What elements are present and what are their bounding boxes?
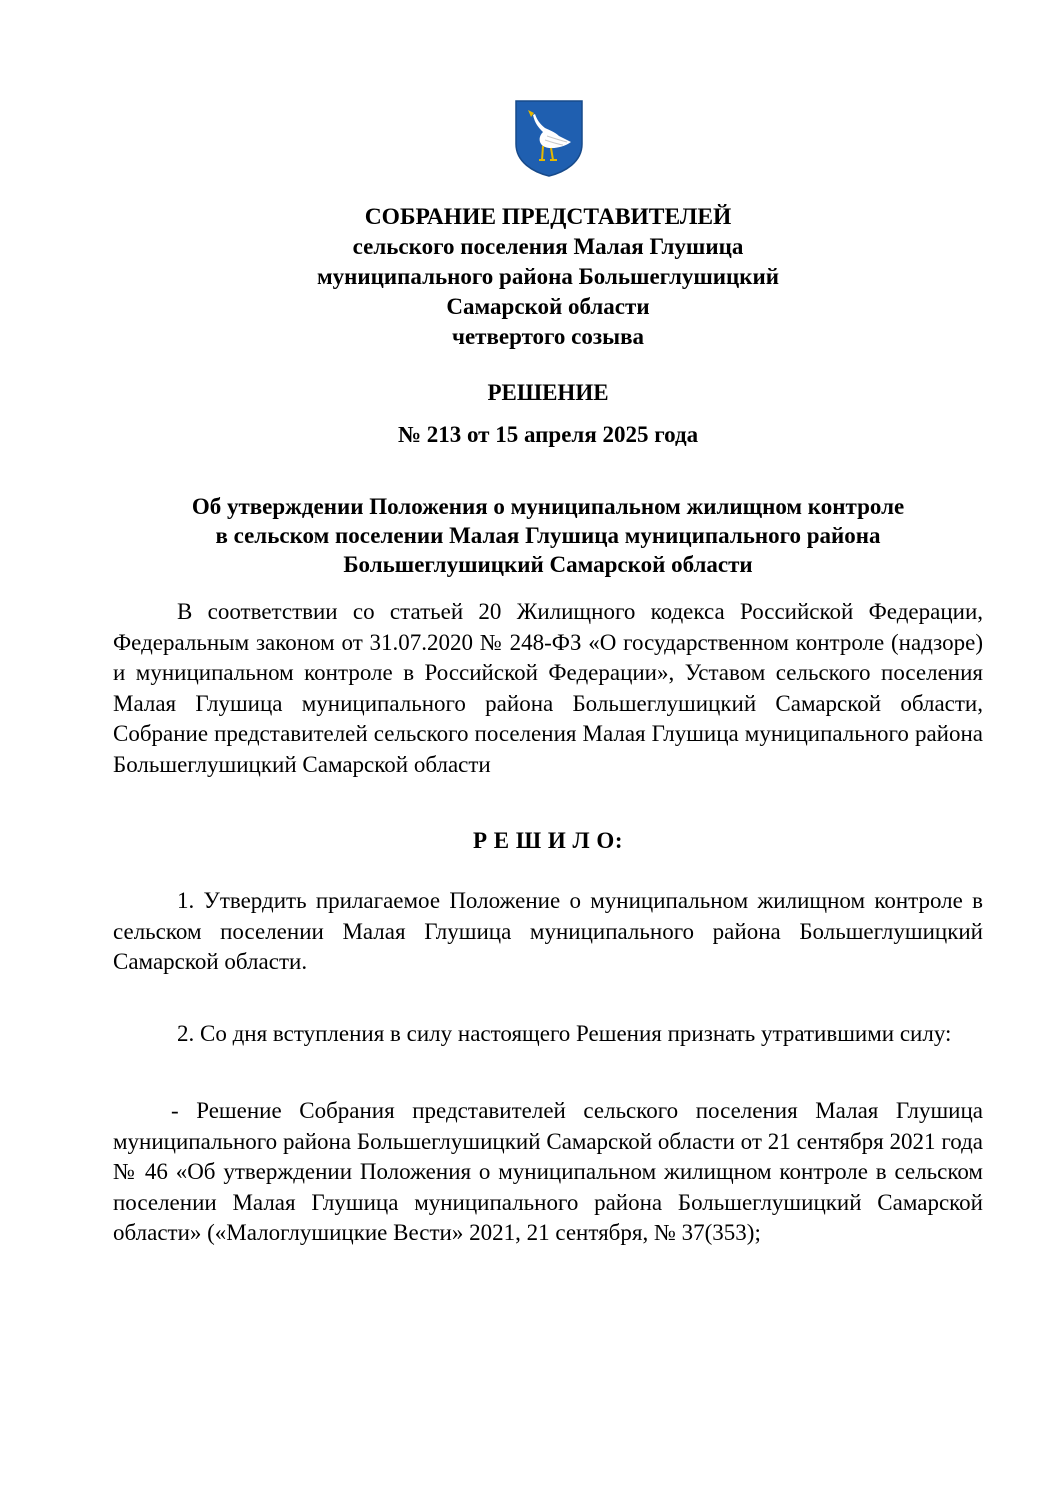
decision-title: РЕШЕНИЕ [487,380,609,405]
item-2-paragraph: 2. Со дня вступления в силу настоящего Решения признать утратившими силу: [177,1021,952,1046]
subject-line-3: Большеглушицкий Самарской области [343,552,753,577]
issuer-region: Самарской области [446,294,650,319]
intro-paragraph: В соответствии со статьей 20 Жилищного кодекса Российской Федерации, Федеральным законом от 31.07.2020 № 248-ФЗ «О государственном контроле (надзоре) и муниципальном контроле в Российской Федерации», Уставом сельского поселения Малая Глушица муниципального района Большеглушицкий Самарской области, Собрание представителей сельского поселения Малая Глушица муниципального района Большеглушицкий Самарской области [113,599,983,777]
issuer-settlement: сельского поселения Малая Глушица [352,234,744,259]
issuer-convocation: четвертого созыва [451,324,645,349]
decision-number: № 213 от 15 апреля 2025 года [397,422,699,447]
decision-subject [100,492,996,579]
subject-line-1: Об утверждении Положения о муниципальном жилищном контроле [191,494,905,519]
subject-line-2: в сельском поселении Малая Глушица муниципального района [215,523,881,548]
item-2-subitem-1: - Решение Собрания представителей сельского поселения Малая Глушица муниципального района Большеглушицкий Самарской области от 21 сентября 2021 года № 46 «Об утверждении Положения о муниципальном жилищном контроле в сельском поселении Малая Глушица муниципального района Большеглушицкий Самарской области» («Малоглушицкие Вести» 2021, 21 сентября, № 37(353); [113,1098,983,1246]
resolved-heading: Р Е Ш И Л О: [473,828,623,853]
issuer-header [100,202,996,352]
bustard-coat-of-arms-icon [513,98,585,178]
item-1-paragraph: 1. Утвердить прилагаемое Положение о муниципальном жилищном контроле в сельском поселении Малая Глушица муниципального района Большеглушицкий Самарской области. [113,888,983,975]
issuer-district: муниципального района Большеглушицкий [316,264,780,289]
issuer-title: СОБРАНИЕ ПРЕДСТАВИТЕЛЕЙ [364,204,732,230]
